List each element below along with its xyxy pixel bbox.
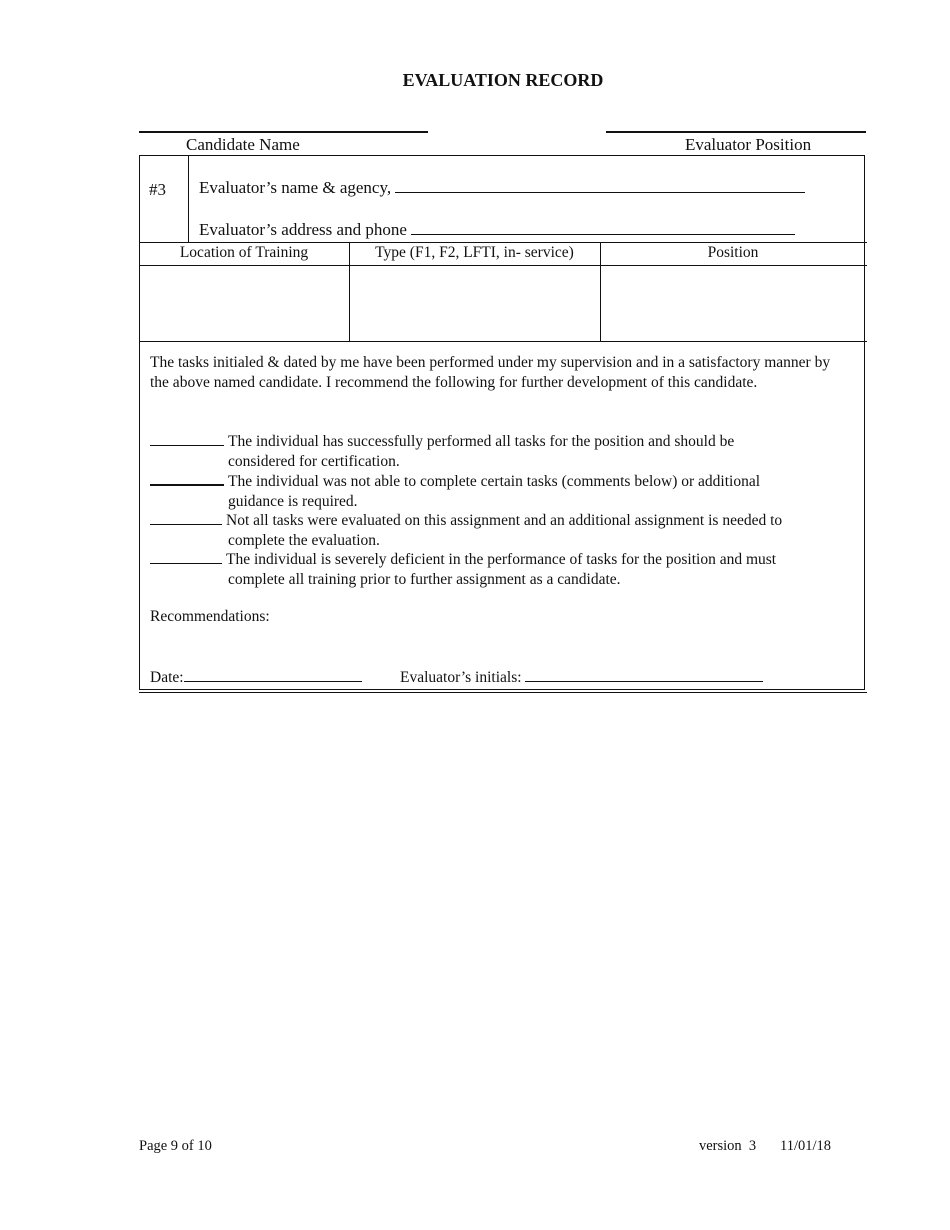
location-of-training-cell[interactable] [140,266,348,341]
initials-label: Evaluator’s initials: [400,669,522,686]
option-severely-deficient [150,550,856,590]
version-label: version 3 [699,1138,757,1154]
option-recommend-certification [150,432,856,472]
option-text: Not all tasks were evaluated on this assignment and an additional assignment is needed to [226,512,783,529]
evaluator-name-field[interactable] [199,178,805,198]
option-initial-blank[interactable] [150,511,222,525]
page-title: EVALUATION RECORD [402,70,604,90]
option-initial-blank[interactable] [150,550,222,564]
record-number: #3 [149,180,166,199]
evaluator-name-blank[interactable] [395,178,805,193]
column-header-type: Type (F1, F2, LFTI, in- service) [375,244,574,261]
column-header-location: Location of Training [179,244,309,261]
date-blank[interactable] [184,667,362,682]
evaluator-position-line[interactable] [606,131,866,133]
option-text-continued: guidance is required. [228,493,358,510]
supervision-statement: The tasks initialed & dated by me have been performed under my supervision and in a satisfactory manner by the above named candidate. I recommend the following for further development of this candidate. [150,354,831,391]
position-cell[interactable] [601,266,865,341]
option-text-continued: considered for certification. [228,453,400,470]
date-label: Date: [150,669,184,686]
row-divider [139,242,867,243]
option-text: The individual is severely deficient in the performance of tasks for the position and must [226,551,777,568]
page-number: Page 9 of 10 [139,1138,212,1154]
option-text-continued: complete the evaluation. [228,532,380,549]
option-initial-blank[interactable] [150,432,224,446]
date-field[interactable] [150,667,362,687]
type-cell[interactable] [350,266,599,341]
option-additional-assignment [150,511,856,551]
option-initial-blank[interactable] [150,471,224,486]
recommendations-label: Recommendations: [150,608,270,625]
box-bottom-double-line [139,692,867,693]
candidate-name-line[interactable] [139,131,428,133]
evaluator-address-field[interactable] [199,220,795,240]
evaluator-address-label: Evaluator’s address and phone [199,220,407,239]
initials-blank[interactable] [525,667,763,682]
version-date: 11/01/18 [780,1138,832,1154]
evaluator-name-label: Evaluator’s name & agency, [199,178,392,197]
evaluator-position-label: Evaluator Position [685,135,812,154]
candidate-name-label: Candidate Name [186,135,300,154]
record-number-divider [188,155,189,242]
column-header-position: Position [707,244,759,261]
evaluator-address-blank[interactable] [411,220,795,235]
row-divider [139,341,867,342]
option-text: The individual was not able to complete certain tasks (comments below) or additional [228,473,761,490]
initials-field[interactable] [400,667,763,687]
option-text: The individual has successfully performed all tasks for the position and should be [228,433,735,450]
option-additional-guidance [150,471,856,512]
option-text-continued: complete all training prior to further assignment as a candidate. [228,571,621,588]
